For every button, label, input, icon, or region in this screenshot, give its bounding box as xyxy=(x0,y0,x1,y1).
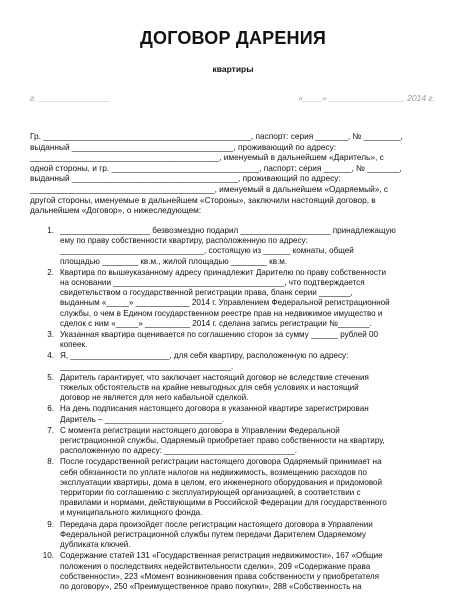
clause-line: свидетельством о государственной регистрации права, бланк серии _______, xyxy=(60,288,353,298)
clause-line: После государственной регистрации настоящего договора Одаряемый принимает на xyxy=(60,457,382,467)
clause-line: ______________________________________. xyxy=(60,361,234,371)
clause-line: Указанная квартира оценивается по соглашению сторон за сумму ______ рублей 00 xyxy=(60,330,379,340)
parties-line: выданный ____________________________________, проживающий по адресу: xyxy=(30,173,341,184)
clause-line: договор не является для него кабальной сделкой. xyxy=(60,393,249,403)
clause-item xyxy=(34,404,434,424)
clause-line: правилами и нормами, действующими в Российской Федерации для государственного xyxy=(60,498,387,508)
clauses-list xyxy=(34,226,434,592)
clause-number: 3. xyxy=(47,330,54,340)
clause-line: собственности», 223 «Момент возникновения права собственности у приобретателя xyxy=(60,571,380,581)
clause-line: на основании ______________________________________, что подтверждается xyxy=(60,278,365,288)
parties-line: ________________________________________, именуемый в дальнейшем «Одаряемый», с xyxy=(30,183,389,194)
clause-line: службы, о чем в Едином государственном реестре прав на недвижимое имущество и xyxy=(60,308,383,318)
clause-line: положения о последствиях недействительности сделки», 209 «Содержание права xyxy=(60,561,371,571)
clause-number: 8. xyxy=(47,457,54,467)
clause-number: 1. xyxy=(47,226,54,235)
clause-item xyxy=(34,268,434,329)
parties-line: Гр. _____________________________________________, паспорт: серия _______, № ________, xyxy=(30,131,403,141)
parties-line: _________________________________________, именуемый в дальнейшем «Даритель», с xyxy=(30,152,384,163)
clause-number: 9. xyxy=(47,519,54,529)
clause-line: ему по праву собственности квартиру, расположенную по адресу: xyxy=(60,236,308,246)
clause-line: себя обязанности по уплате налогов на недвижимость, возмещению расходов по xyxy=(60,467,367,477)
clause-number: 7. xyxy=(47,425,54,435)
clause-line: Федеральной регистрационной службы путем передачи Дарителем Одаряемому xyxy=(60,529,366,539)
clause-line: выданным «_____» ____________ 2014 г. Управлением Федеральной регистрационной xyxy=(60,298,390,308)
clause-item xyxy=(34,426,434,457)
clause-line: На день подписания настоящего договора в указанной квартире зарегистрирован xyxy=(60,404,369,414)
clause-number: 5. xyxy=(47,372,54,382)
clause-line: Я, ______________________, для себя квартиру, расположенную по адресу: xyxy=(60,351,349,361)
parties-paragraph xyxy=(30,131,435,216)
parties-line: другой стороны, именуемые в дальнейшем «Стороны», заключили настоящий договор, в xyxy=(30,194,376,205)
clause-line: площадью ________ кв.м., жилой площадью ________ кв.м. xyxy=(60,256,288,266)
clause-line: Передача дара произойдет после регистрации настоящего договора в Управлении xyxy=(60,519,373,529)
clause-item xyxy=(34,226,434,267)
clause-line: С момента регистрации настоящего договора в Управлении Федеральной xyxy=(60,425,340,435)
clause-line: ________________________________, состоящую из ______ комнаты, общей xyxy=(60,246,354,256)
clause-line: тяжелых обстоятельств на крайне невыгодных для себя условиях и настоящий xyxy=(60,383,359,393)
clause-line: территории по соглашению с эксплуатирующей организацией, в соответствии с xyxy=(60,488,361,498)
clause-line: регистрационной службы, Одаряемый приобретает право собственности на квартиру, xyxy=(60,436,385,446)
date-field: «____» ________________ 2014 г. xyxy=(298,93,435,103)
clause-line: Квартира по вышеуказанному адресу принадлежит Дарителю по праву собственности xyxy=(60,267,387,277)
clause-line: ____________________ безвозмездно подарил ____________________ принадлежащую xyxy=(60,226,396,235)
parties-line: дальнейшем «Договор», о нижеследующем: xyxy=(30,205,202,216)
clause-number: 2. xyxy=(47,267,54,277)
clause-line: Даритель гарантирует, что заключает настоящий договор не вследствие стечения xyxy=(60,372,369,382)
parties-line: выданный ___________________________________, проживающий по адресу: xyxy=(30,141,337,152)
clause-number: 6. xyxy=(47,404,54,414)
clause-item xyxy=(34,330,434,350)
clause-line: Содержание статей 131 «Государственная регистрация недвижимости», 167 «Общие xyxy=(60,551,383,561)
clause-line: Даритель – __________________________. xyxy=(60,414,225,424)
clause-line: и муниципального жилищного фонда. xyxy=(60,508,203,518)
clause-line: расположенную по адресу: _____________________________. xyxy=(60,446,297,456)
clause-line: по договору», 250 «Преимущественное право покупки», 288 «Собственность на xyxy=(60,581,362,591)
clause-item xyxy=(34,457,434,518)
parties-line: одной стороны, и гр. ________________________________, паспорт: серия ______, № _______, xyxy=(30,162,402,173)
city-date-line xyxy=(30,93,435,103)
clause-item xyxy=(34,551,434,592)
clause-line: копеек. xyxy=(60,340,88,350)
document-title: ДОГОВОР ДАРЕНИЯ xyxy=(139,28,327,48)
clause-item xyxy=(34,520,434,551)
clause-item xyxy=(34,373,434,404)
document-subtitle: квартиры xyxy=(212,64,254,74)
clause-line: сделок с ним «_____» __________ 2014 г. сделана запись регистрации №_______. xyxy=(60,318,372,328)
clause-number: 10. xyxy=(42,551,54,561)
clause-line: дубликата ключей. xyxy=(60,540,131,550)
clause-item xyxy=(34,351,434,371)
city-field: г. _______________ xyxy=(30,93,110,103)
clause-number: 4. xyxy=(47,351,54,361)
clause-line: эксплуатации квартиры, дома в целом, его инженерного оборудования и придомовой xyxy=(60,477,383,487)
